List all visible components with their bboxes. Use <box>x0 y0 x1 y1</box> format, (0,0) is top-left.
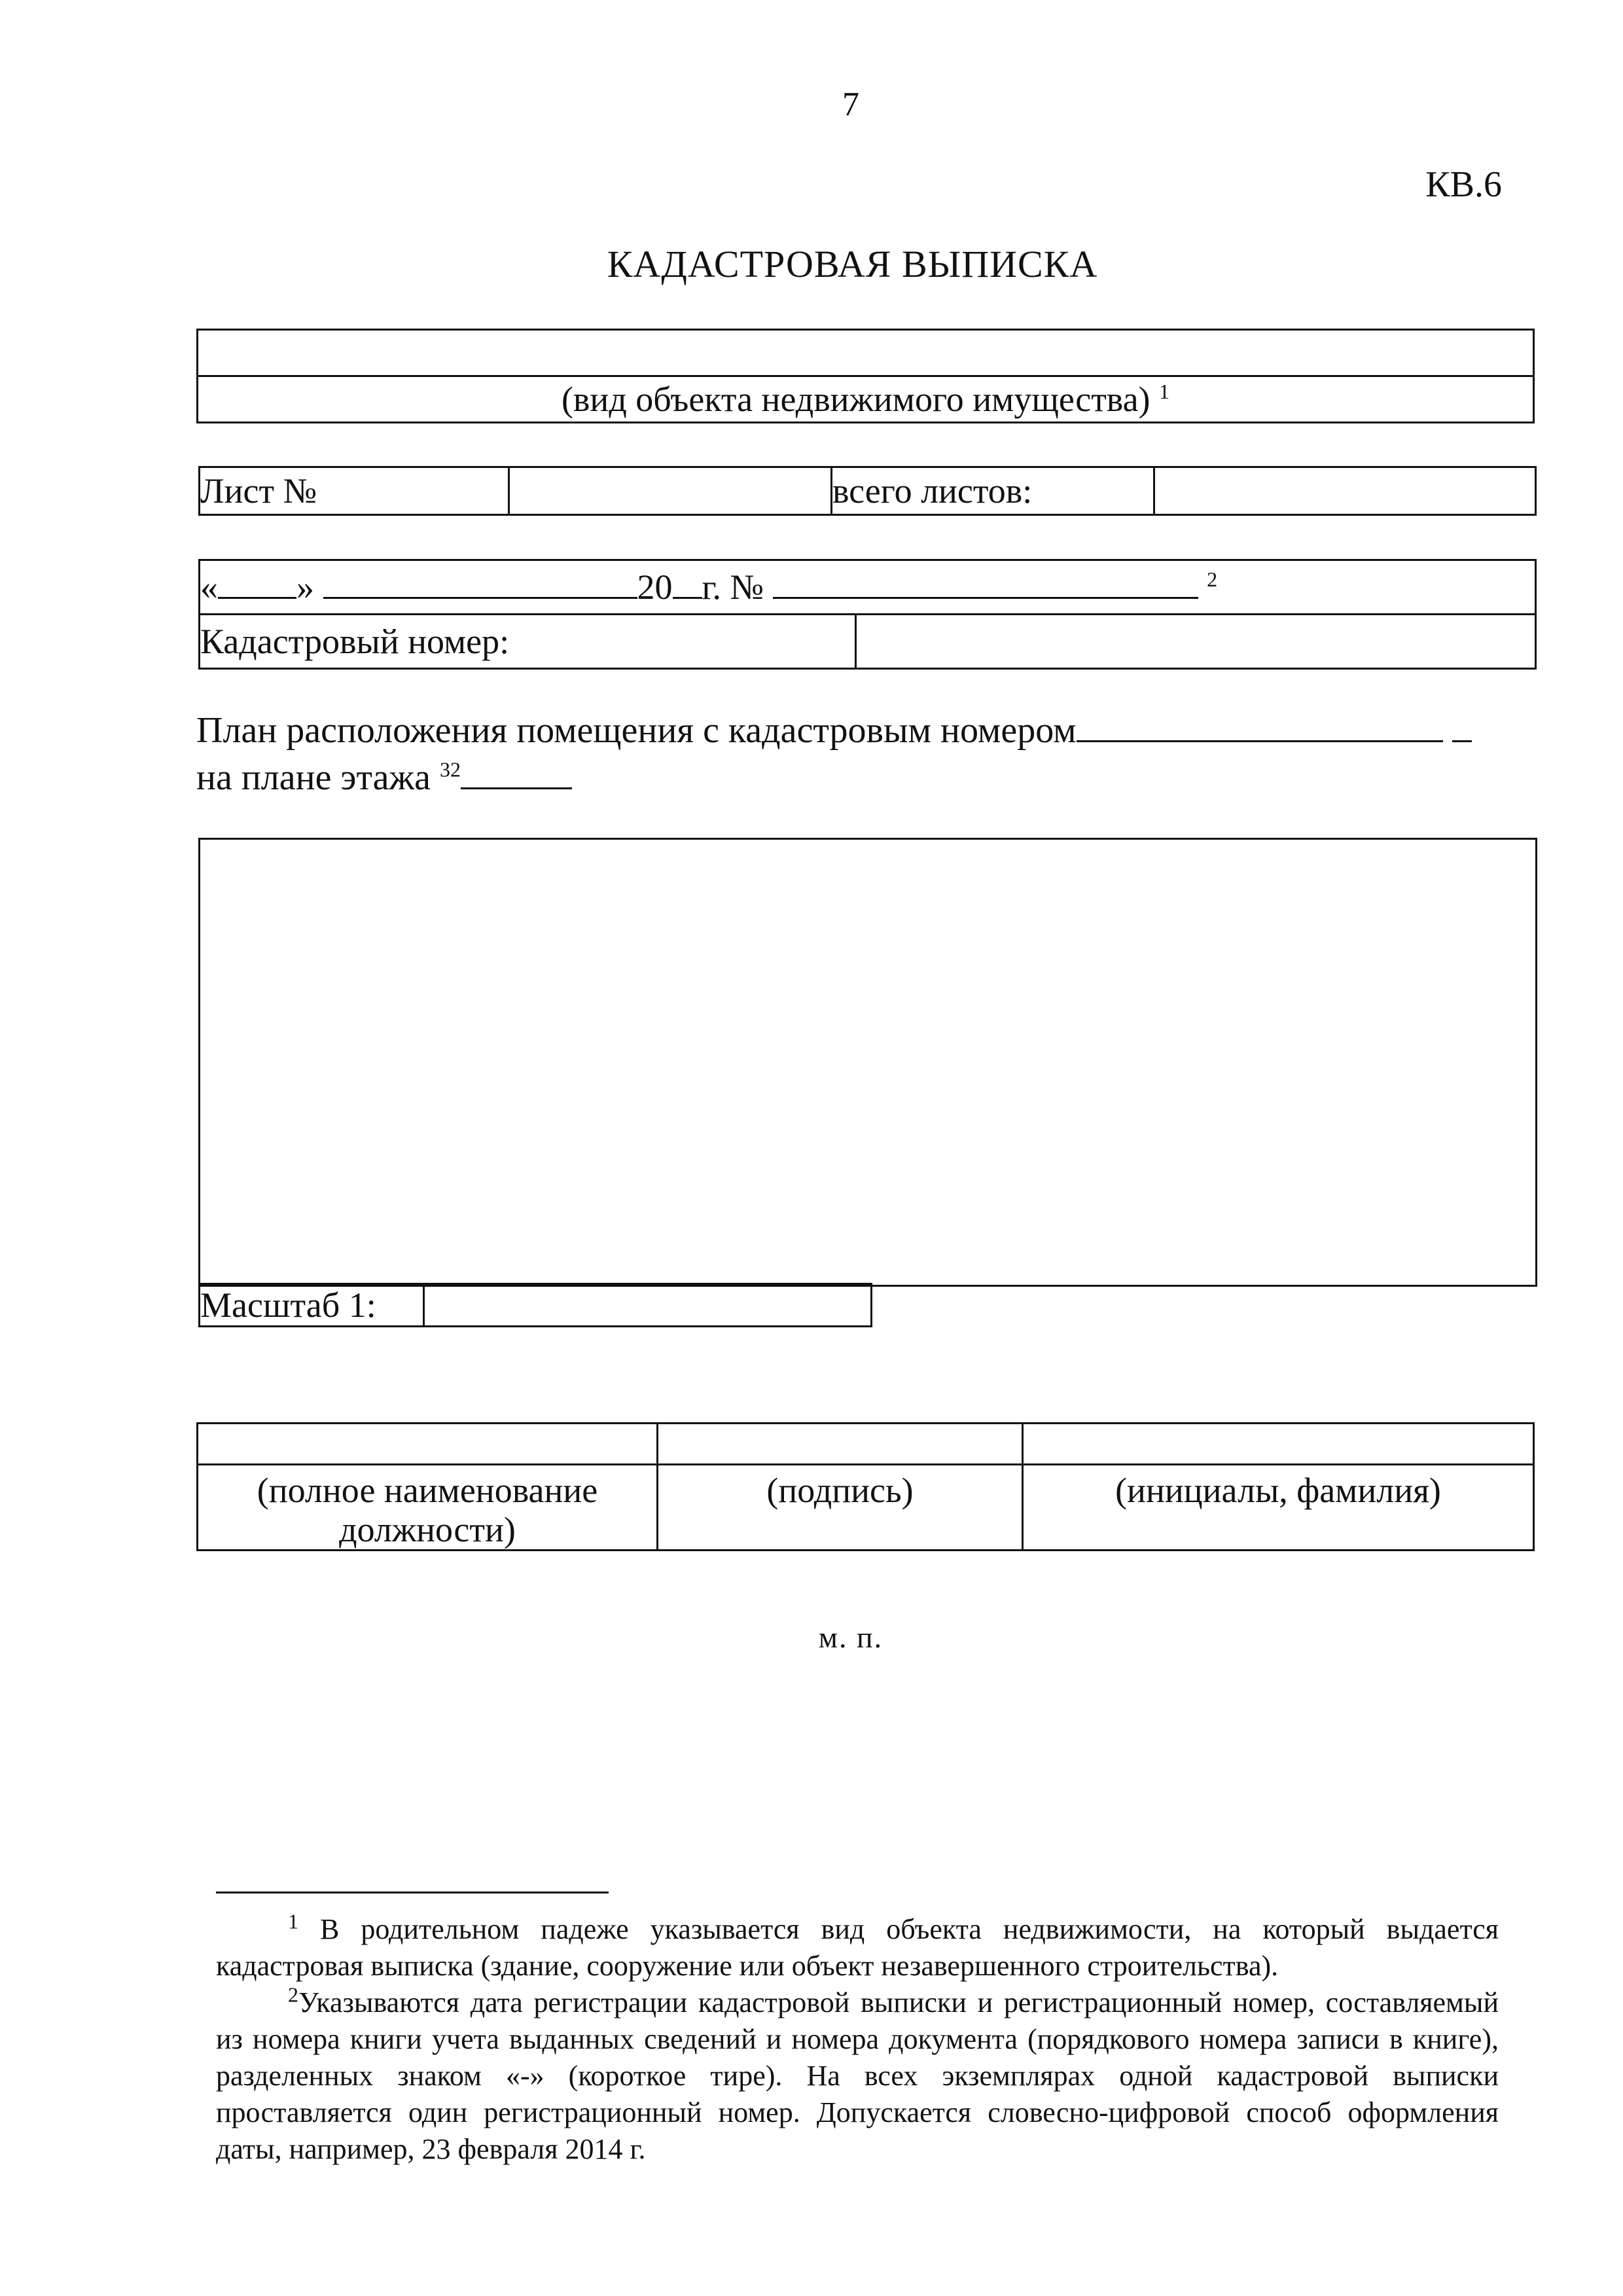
footnote-1: $^1$ В родительном падеже указывается вид объекта недвижимости, на который выдается кадастровая выписка (здание, сооружение или объект незавершенного строительства). <box>216 1909 1499 1982</box>
position-caption: (полное наименование должности) <box>198 1465 658 1551</box>
name-field[interactable] <box>1023 1424 1534 1465</box>
scale-field[interactable] <box>424 1284 872 1327</box>
footnotes <box>216 1911 1499 2168</box>
object-kind-field[interactable] <box>198 330 1534 376</box>
plan-description: План расположения помещения с кадастровым номером на плане этажа $^{32}$ <box>196 707 1472 801</box>
signature-caption: (подпись) <box>658 1465 1023 1551</box>
footnote-ref-32: 32 <box>440 757 461 781</box>
document-title: КАДАСТРОВАЯ ВЫПИСКА <box>607 243 1098 285</box>
object-kind-table <box>196 329 1535 423</box>
signature-field[interactable] <box>658 1424 1023 1465</box>
cadastral-number-field[interactable] <box>856 615 1536 669</box>
name-caption: (инициалы, фамилия) <box>1023 1465 1534 1551</box>
floor-plan-area[interactable] <box>198 838 1537 1287</box>
footnote-2: $^2$Указываются дата регистрации кадастровой выписки и регистрационный номер, составляемый из номера книги учета выданных сведений и номера документа (порядкового номера записи в книге), разделенных знаком «-» (короткое тире). На всех экземплярах одной кадастровой выписки проставляется один регистрационный номер. Допускается словесно-цифровой способ оформления даты, например, 23 февраля 2014 г. <box>216 1982 1499 2165</box>
footnote-ref-2: 2 <box>1207 567 1218 591</box>
page-number: 7 <box>842 86 859 123</box>
sheet-table <box>198 466 1537 516</box>
stamp-place: м. п. <box>818 1621 883 1654</box>
object-kind-caption: (вид объекта недвижимого имущества) $^1$ <box>198 376 1534 423</box>
sheet-number-field[interactable] <box>509 467 832 515</box>
date-number-line[interactable]: « » 20 г. № $^2$ <box>200 560 1536 615</box>
scale-table <box>198 1283 872 1327</box>
footnote-divider <box>216 1892 609 1893</box>
footnote-ref-1: 1 <box>1159 380 1170 403</box>
cadastral-number-label: Кадастровый номер: <box>200 615 856 669</box>
total-sheets-label: всего листов: <box>832 467 1154 515</box>
form-code: КВ.6 <box>1425 164 1502 205</box>
sheet-number-label: Лист № <box>200 467 509 515</box>
signature-table <box>196 1422 1535 1551</box>
total-sheets-field[interactable] <box>1154 467 1536 515</box>
date-table <box>198 559 1537 670</box>
position-field[interactable] <box>198 1424 658 1465</box>
scale-label: Масштаб 1: <box>200 1284 424 1327</box>
